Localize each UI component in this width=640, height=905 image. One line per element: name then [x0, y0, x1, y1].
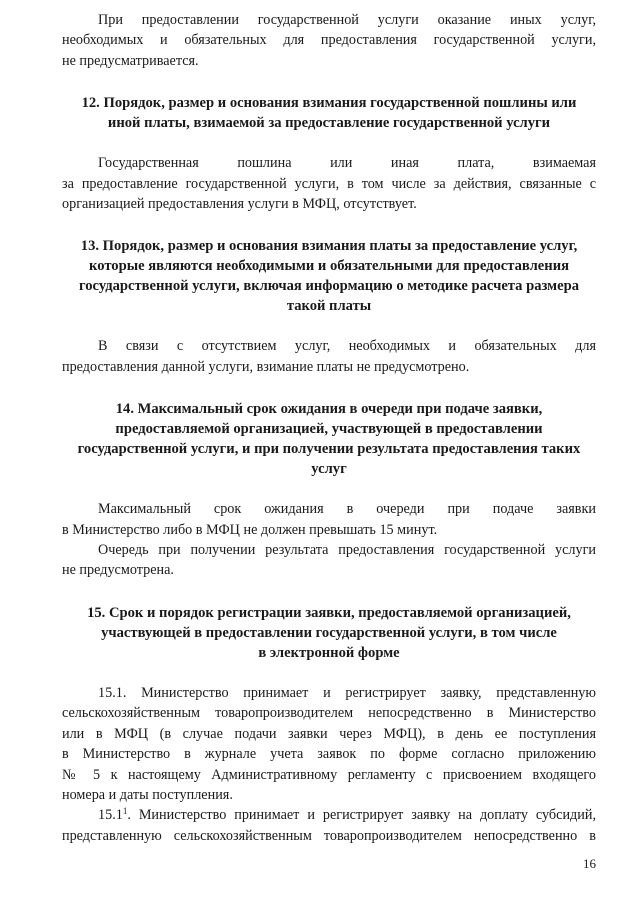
section-12-title-line: иной платы, взимаемой за предоставление государственной услуги — [107, 115, 551, 132]
text-line: в Министерство в журнале учета заявок по форме согласно приложению — [62, 746, 596, 763]
section-12-title-line: 12. Порядок, размер и основания взимания государственной пошлины или — [81, 95, 577, 112]
text-line: В связи с отсутствием услуг, необходимых и обязательных для — [98, 338, 596, 355]
text-line: не предусматривается. — [62, 52, 199, 69]
text-line: предоставления данной услуги, взимание платы не предусмотрено. — [62, 358, 470, 375]
section-14-title-line: государственной услуги, и при получении результата предоставления таких — [77, 441, 581, 458]
section-15-title-line: 15. Срок и порядок регистрации заявки, предоставляемой организацией, — [87, 604, 571, 621]
section-14-title-line: 14. Максимальный срок ожидания в очереди при подаче заявки, — [115, 401, 543, 418]
page-number: 16 — [583, 856, 596, 871]
intro-paragraph — [62, 10, 596, 71]
document-page — [62, 10, 596, 846]
text-line: в Министерство либо в МФЦ не должен превышать 15 минут. — [62, 521, 438, 538]
text-line: за предоставление государственной услуги, в том числе за действия, связанные с — [62, 175, 596, 192]
text-line: необходимых и обязательных для предоставления государственной услуги, — [62, 32, 596, 49]
section-13-title-line: которые являются необходимыми и обязательными для предоставления — [89, 258, 569, 275]
text-line: организацией предоставления услуги в МФЦ, отсутствует. — [62, 196, 417, 213]
text-span: . Министерство принимает и регистрирует заявку на доплату субсидий, — [127, 807, 596, 824]
section-13-title-line: государственной услуги, включая информацию о методике расчета размера — [78, 278, 580, 295]
text-line — [62, 805, 596, 825]
section-15-title-line: участвующей в предоставлении государственной услуги, в том числе — [101, 624, 557, 641]
section-15 — [62, 603, 596, 846]
text-line: представленную сельскохозяйственным товаропроизводителем непосредственно в — [62, 827, 596, 844]
section-13-title-line: такой платы — [286, 298, 372, 315]
section-14-title-line: предоставляемой организацией, участвующей в предоставлении — [115, 421, 543, 438]
section-14 — [62, 399, 596, 581]
clause-superscript: 1 — [122, 806, 128, 817]
section-13 — [62, 236, 596, 377]
text-line: Очередь при получении результата предоставления государственной услуги — [98, 542, 596, 559]
clause-number: 15.1 — [98, 807, 123, 824]
text-line: сельскохозяйственным товаропроизводителем непосредственно в Министерство — [62, 705, 596, 722]
text-line: или в МФЦ (в случае подачи заявки через МФЦ), в день ее поступления — [62, 725, 596, 742]
section-13-title-line: 13. Порядок, размер и основания взимания платы за предоставление услуг, — [80, 238, 578, 255]
section-12 — [62, 93, 596, 214]
text-line: № 5 к настоящему Административному регламенту с присвоением входящего — [62, 766, 596, 783]
text-line: При предоставлении государственной услуги оказание иных услуг, — [98, 12, 596, 28]
text-line: не предусмотрена. — [62, 562, 174, 579]
text-line: Государственная пошлина или иная плата, взимаемая — [98, 155, 596, 172]
text-line: Максимальный срок ожидания в очереди при подаче заявки — [98, 501, 596, 518]
section-15-title-line: в электронной форме — [258, 644, 400, 661]
text-line: номера и даты поступления. — [62, 786, 233, 803]
section-14-title-line: услуг — [311, 461, 347, 478]
text-line: 15.1. Министерство принимает и регистрирует заявку, представленную — [98, 684, 596, 701]
